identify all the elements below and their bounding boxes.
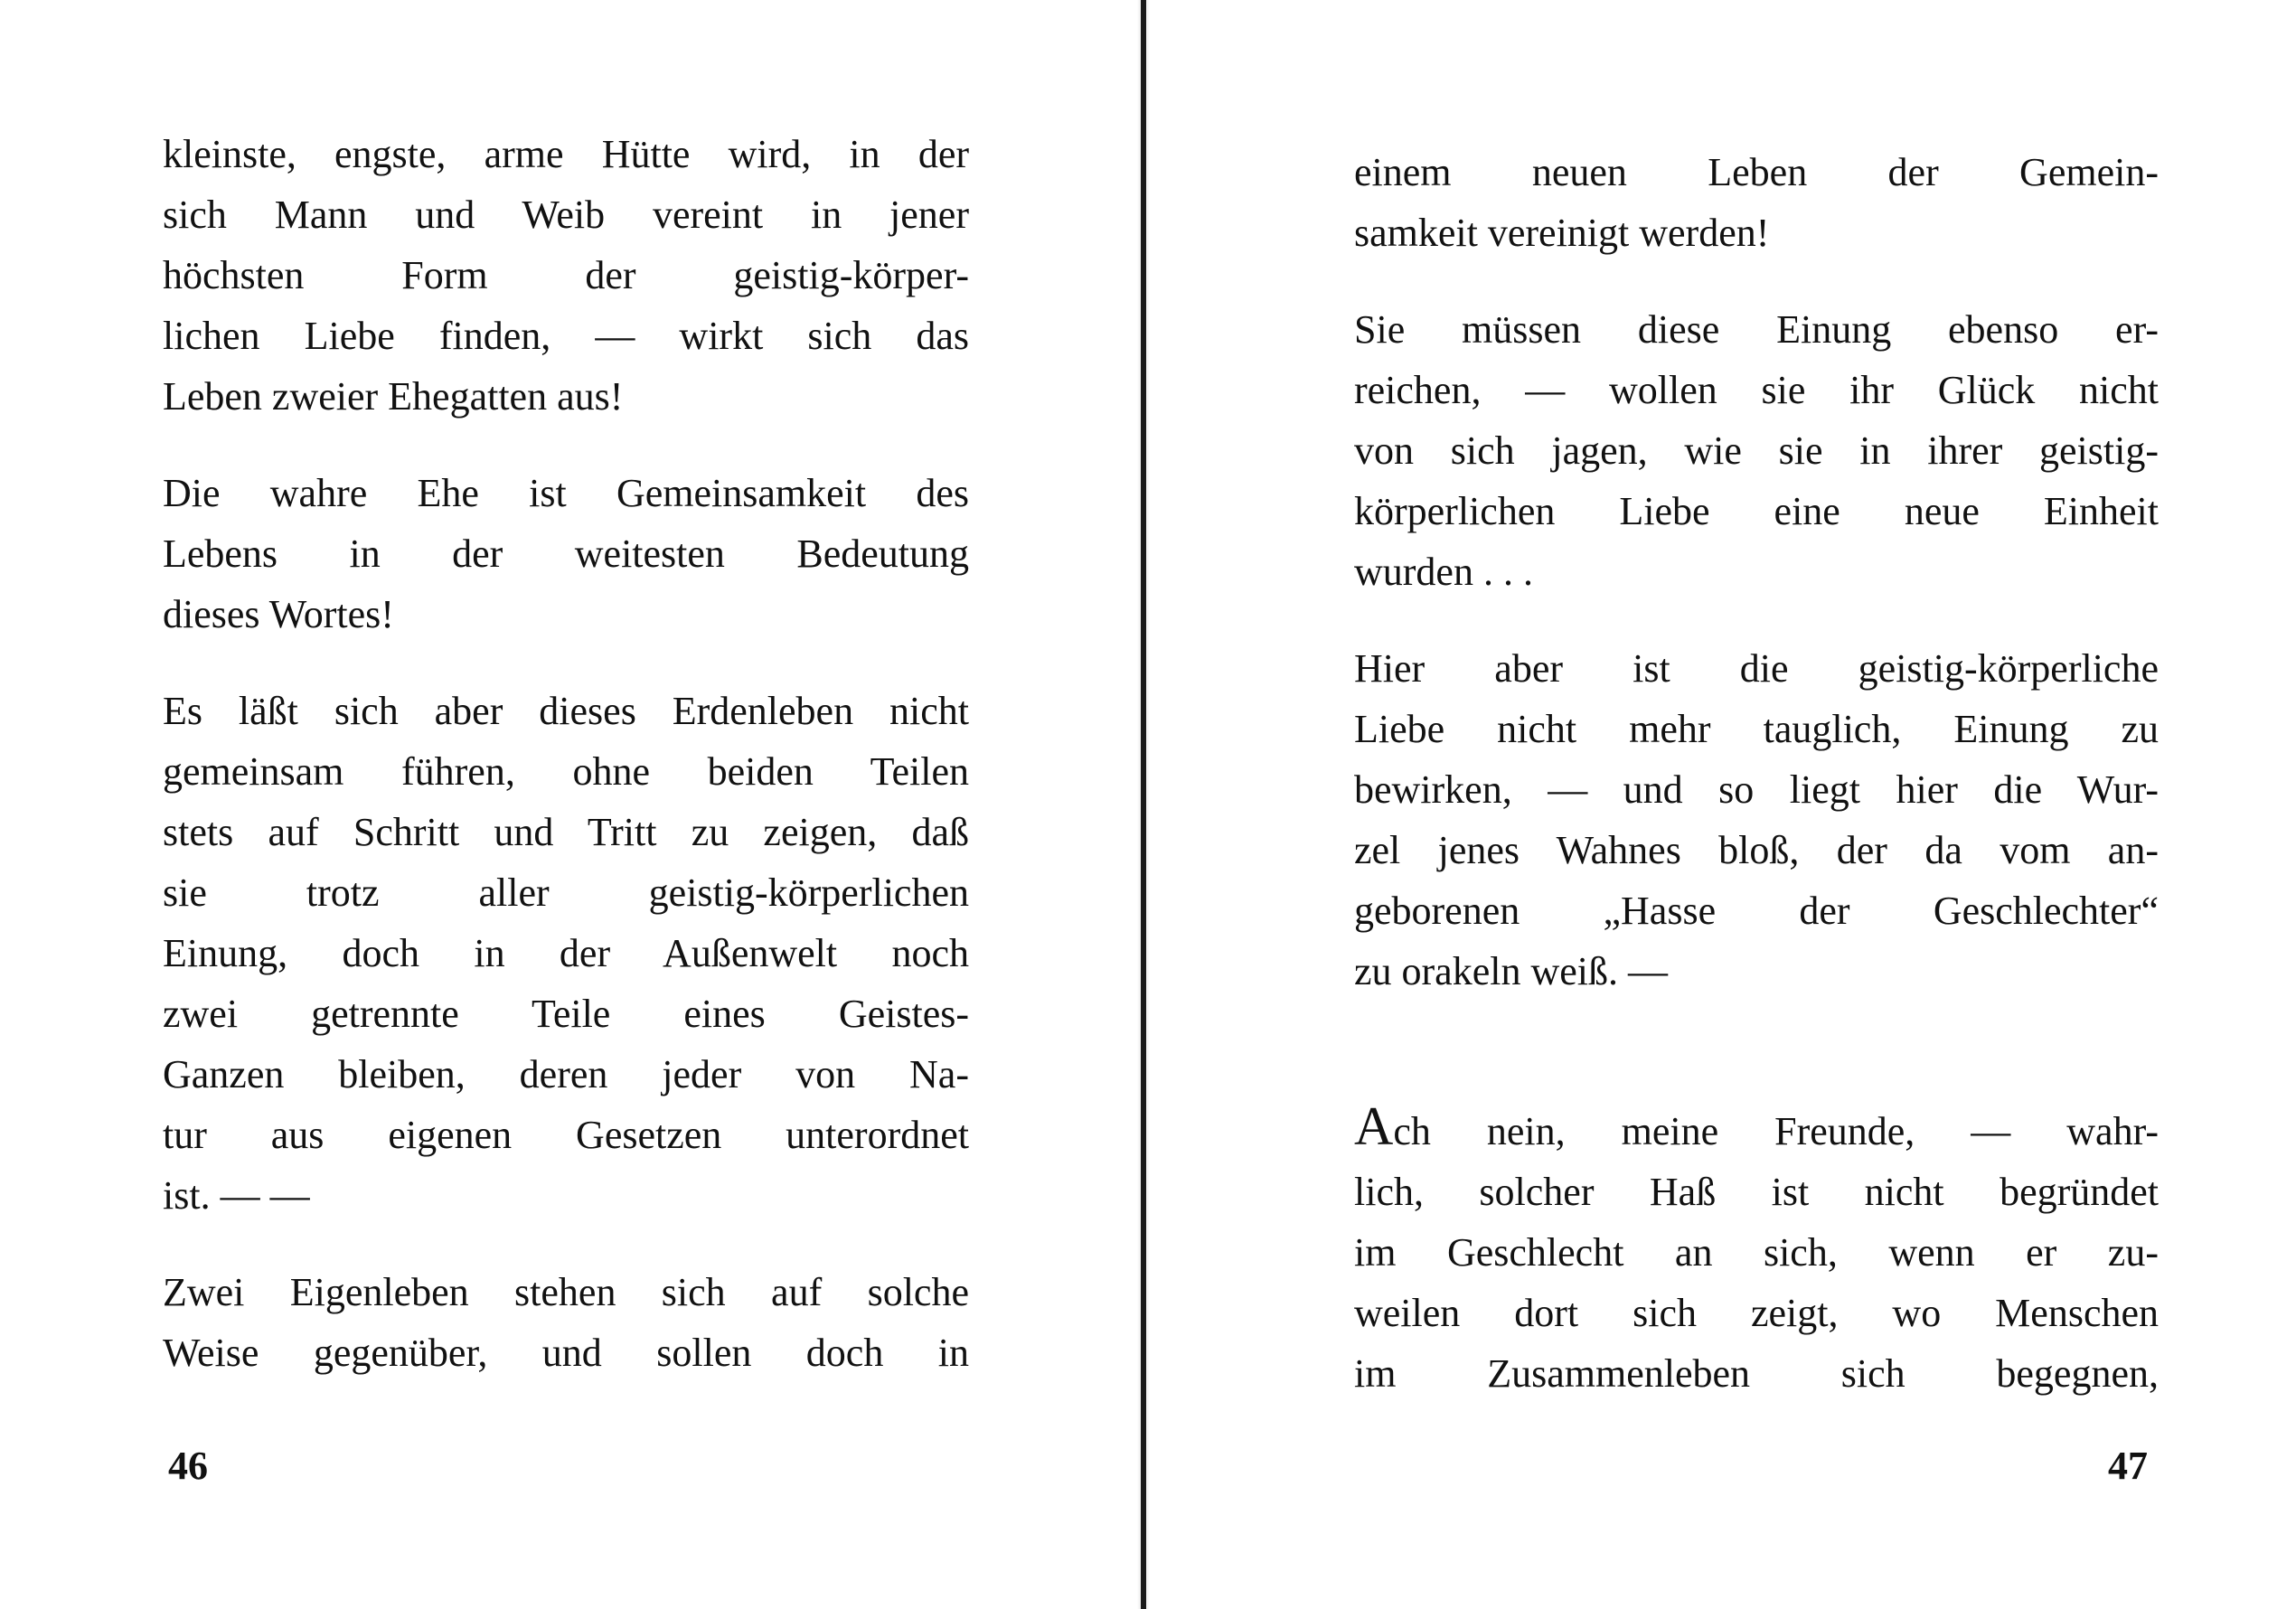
left-page <box>0 0 1141 1609</box>
right-page <box>1150 0 2296 1609</box>
paragraph <box>163 681 969 1226</box>
text-line: Weise gegenüber, und sollen doch in <box>163 1331 969 1375</box>
right-page-text <box>1354 142 2159 1404</box>
page-number: 46 <box>168 1444 208 1488</box>
text-line: Die wahre Ehe ist Gemeinsamkeit des <box>163 471 969 515</box>
text-line: Zwei Eigenleben stehen sich auf solche <box>163 1270 969 1314</box>
text-line: Ganzen bleiben, deren jeder von Na- <box>163 1052 969 1096</box>
text-line: höchsten Form der geistig-körper- <box>163 253 969 297</box>
book-gutter <box>1141 0 1146 1609</box>
left-page-text <box>163 124 969 1383</box>
text-line <box>1354 1096 2159 1162</box>
paragraph <box>163 124 969 427</box>
text-line: Lebens in der weitesten Bedeutung <box>163 532 969 576</box>
text-line: dieses Wortes! <box>163 592 394 636</box>
text-line: wurden . . . <box>1354 550 1533 594</box>
text-line: Liebe nicht mehr tauglich, Einung zu <box>1354 707 2159 751</box>
text-line: bewirken, — und so liegt hier die Wur- <box>1354 767 2159 812</box>
paragraph <box>1354 299 2159 602</box>
page-number: 47 <box>2108 1444 2148 1488</box>
text-line: gemeinsam führen, ohne beiden Teilen <box>163 749 969 794</box>
text-line: körperlichen Liebe eine neue Einheit <box>1354 489 2159 533</box>
text-line: zu orakeln weiß. — <box>1354 949 1668 993</box>
text-line: reichen, — wollen sie ihr Glück nicht <box>1354 368 2159 412</box>
text-line: geborenen „Hasse der Geschlechter“ <box>1354 889 2159 933</box>
text-line: kleinste, engste, arme Hütte wird, in der <box>163 132 969 176</box>
text-line: zwei getrennte Teile eines Geistes- <box>163 992 969 1036</box>
text-line: tur aus eigenen Gesetzen unterordnet <box>163 1113 969 1157</box>
text-line: ist. — — <box>163 1173 310 1218</box>
paragraph <box>163 1262 969 1383</box>
text-line: zel jenes Wahnes bloß, der da vom an- <box>1354 828 2159 872</box>
text-line: sie trotz aller geistig-körperlichen <box>163 870 969 915</box>
paragraph <box>1354 142 2159 263</box>
paragraph <box>163 463 969 645</box>
initial-letter: A <box>1354 1096 1394 1156</box>
text-line: Sie müssen diese Einung ebenso er- <box>1354 307 2159 352</box>
text-line: lichen Liebe finden, — wirkt sich das <box>163 314 969 358</box>
text-line-rest: ch nein, meine Freunde, — wahr- <box>1393 1109 2159 1153</box>
text-line: samkeit vereinigt werden! <box>1354 211 1770 255</box>
paragraph <box>1354 1096 2159 1404</box>
text-line: im Zusammenleben sich begegnen, <box>1354 1351 2159 1396</box>
text-line: einem neuen Leben der Gemein- <box>1354 150 2159 194</box>
paragraph <box>1354 638 2159 1002</box>
text-line: sich Mann und Weib vereint in jener <box>163 193 969 237</box>
text-line: von sich jagen, wie sie in ihrer geistig- <box>1354 428 2159 473</box>
text-line: weilen dort sich zeigt, wo Menschen <box>1354 1291 2159 1335</box>
text-line: stets auf Schritt und Tritt zu zeigen, daß <box>163 810 969 854</box>
text-line: Es läßt sich aber dieses Erdenleben nicht <box>163 689 969 733</box>
text-line: im Geschlecht an sich, wenn er zu- <box>1354 1230 2159 1275</box>
text-line: Leben zweier Ehegatten aus! <box>163 374 624 419</box>
text-line: Einung, doch in der Außenwelt noch <box>163 931 969 975</box>
text-line: lich, solcher Haß ist nicht begründet <box>1354 1170 2159 1214</box>
text-line: Hier aber ist die geistig-körperliche <box>1354 646 2159 691</box>
